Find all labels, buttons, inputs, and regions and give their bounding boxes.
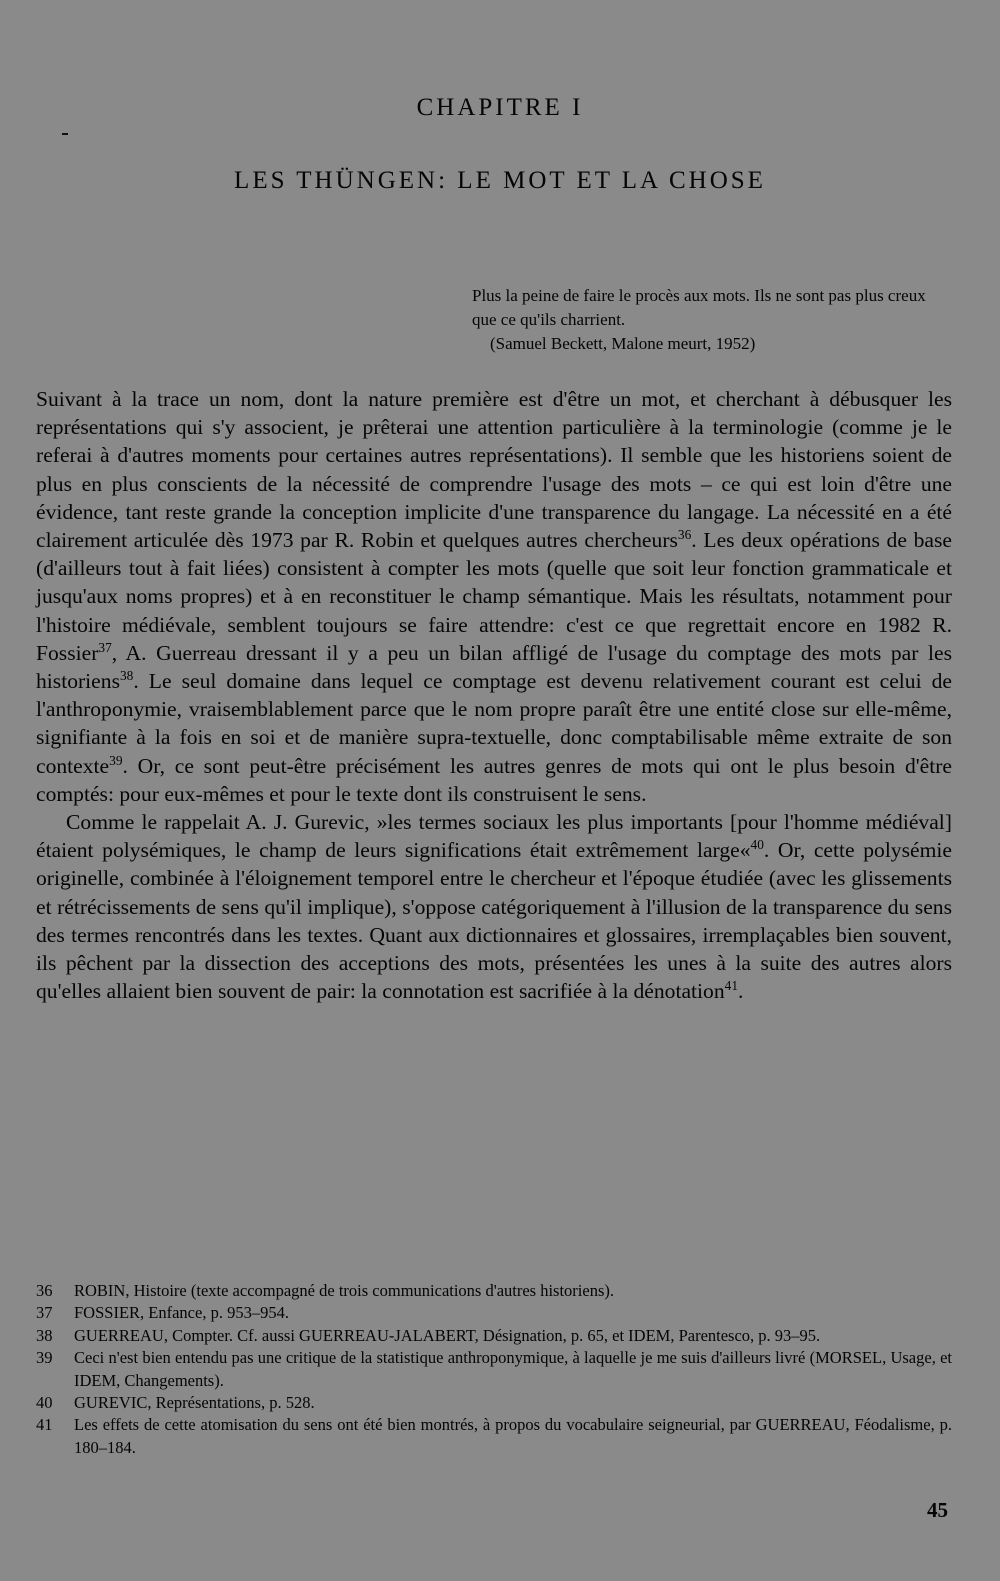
footnote-number: 38 [36, 1325, 53, 1345]
text-run: Suivant à la trace un nom, dont la nature première est d'être un mot, et cherchant à débusquer les représentations qui s'y associent, je prêterai une attention particulière à la terminologie (comme je le referai à d'autres moments pour certaines autres représentations). Il semble que les historiens soient de plus en plus conscients de la nécessité de comprendre l'usage des mots – ce qui est loin d'être une évidence, tant reste grande la conception implicite d'une transparence du langage. La nécessité en a été clairement articulée dès 1973 par R. Robin et quelques autres chercheurs [36, 387, 952, 553]
text-run: . [738, 979, 744, 1004]
footnote [36, 1302, 952, 1324]
footnote [36, 1392, 952, 1414]
epigraph-text: Plus la peine de faire le procès aux mots. Ils ne sont pas plus creux que ce qu'ils charrient. [472, 286, 926, 329]
footnote-ref-41[interactable]: 41 [724, 978, 739, 994]
footnote-number: 40 [36, 1393, 53, 1413]
footnote-text: Ceci n'est bien entendu pas une critique de la statistique anthroponymique, à laquelle je me suis d'ailleurs livré (MORSEL, Usage, et IDEM, Changements). [74, 1348, 952, 1390]
footnote-ref-36[interactable]: 36 [677, 526, 692, 542]
footnotes [36, 1280, 952, 1459]
text-run: Comme le rappelait A. J. Gurevic, »les termes sociaux les plus importants [pour l'homme médiéval] étaient polysémiques, le champ de leurs significations était extrêmement large« [36, 810, 952, 863]
footnote-ref-39[interactable]: 39 [109, 752, 123, 768]
chapter-title: LES THÜNGEN: LE MOT ET LA CHOSE [234, 167, 766, 194]
page-number: 45 [927, 1498, 948, 1522]
footnote-number: 36 [36, 1281, 53, 1300]
footnote [36, 1414, 952, 1459]
footnote-ref-37[interactable]: 37 [98, 639, 112, 655]
text-run: . Le seul domaine dans lequel ce comptage est devenu relativement courant est celui de l'anthroponymie, vraisemblablement parce que le nom propre paraît être une entité close sur elle-même, signifiante à la fois en soi et de manière supra-textuelle, donc comptabilisable même extraite de son contexte [36, 669, 952, 778]
footnote-text: FOSSIER, Enfance, p. 953–954. [74, 1303, 289, 1323]
paragraph-1 [36, 385, 952, 808]
footnote-number: 37 [36, 1303, 53, 1323]
footnote [36, 1347, 952, 1392]
text-run: . Or, ce sont peut-être précisément les autres genres de mots qui ont le plus besoin d'être comptés: pour eux-mêmes et pour le texte dont ils construisent le sens. [36, 753, 952, 806]
text-run: . Or, cette polysémie originelle, combinée à l'éloignement temporel entre le chercheur et l'époque étudiée (avec les glissements et rétrécissements de sens qu'il implique), s'oppose catégoriquement à l'illusion de la transparence du sens des termes rencontrés dans les textes. Quant aux dictionnaires et glossaires, irremplaçables bien souvent, ils pêchent par la dissection des acceptions des mots, présentées les unes à la suite des autres alors qu'elles allaient bien souvent de pair: la connotation est sacrifiée à la dénotation [36, 838, 952, 1004]
epigraph [472, 284, 952, 356]
footnote-ref-38[interactable]: 38 [119, 667, 134, 683]
text-run: . Les deux opérations de base (d'ailleurs tout à fait liées) consistent à compter les mots (quelle que soit leur fonction grammaticale et jusqu'aux noms propres) et à en reconstituer le champ sémantique. Mais les résultats, notamment pour l'histoire médiévale, semblent toujours se faire attendre: c'est ce que regrettait encore en 1982 R. Fossier [36, 528, 953, 665]
footnote-number: 39 [36, 1348, 53, 1368]
paragraph-2 [36, 808, 952, 1005]
footnote-text: Les effets de cette atomisation du sens ont été bien montrés, à propos du vocabulaire seigneurial, par GUERREAU, Féodalisme, p. 180–184. [74, 1415, 952, 1457]
body-text [36, 385, 952, 1005]
stray-mark [62, 133, 68, 135]
footnote-ref-40[interactable]: 40 [750, 837, 764, 853]
footnote-number: 41 [36, 1415, 53, 1435]
footnote [36, 1325, 952, 1347]
footnote [36, 1280, 952, 1302]
text-run: , A. Guerreau dressant il y a peu un bilan affligé de l'usage du comptage des mots par les historiens [36, 640, 952, 694]
chapter-heading: CHAPITRE I [416, 94, 584, 121]
footnote-text: GUERREAU, Compter. Cf. aussi GUERREAU-JALABERT, Désignation, p. 65, et IDEM, Parentesco, p. 93–95. [74, 1325, 821, 1345]
footnote-text: GUREVIC, Représentations, p. 528. [74, 1393, 315, 1413]
footnote-text: ROBIN, Histoire (texte accompagné de trois communications d'autres historiens). [74, 1281, 615, 1300]
epigraph-source: (Samuel Beckett, Malone meurt, 1952) [490, 334, 756, 353]
